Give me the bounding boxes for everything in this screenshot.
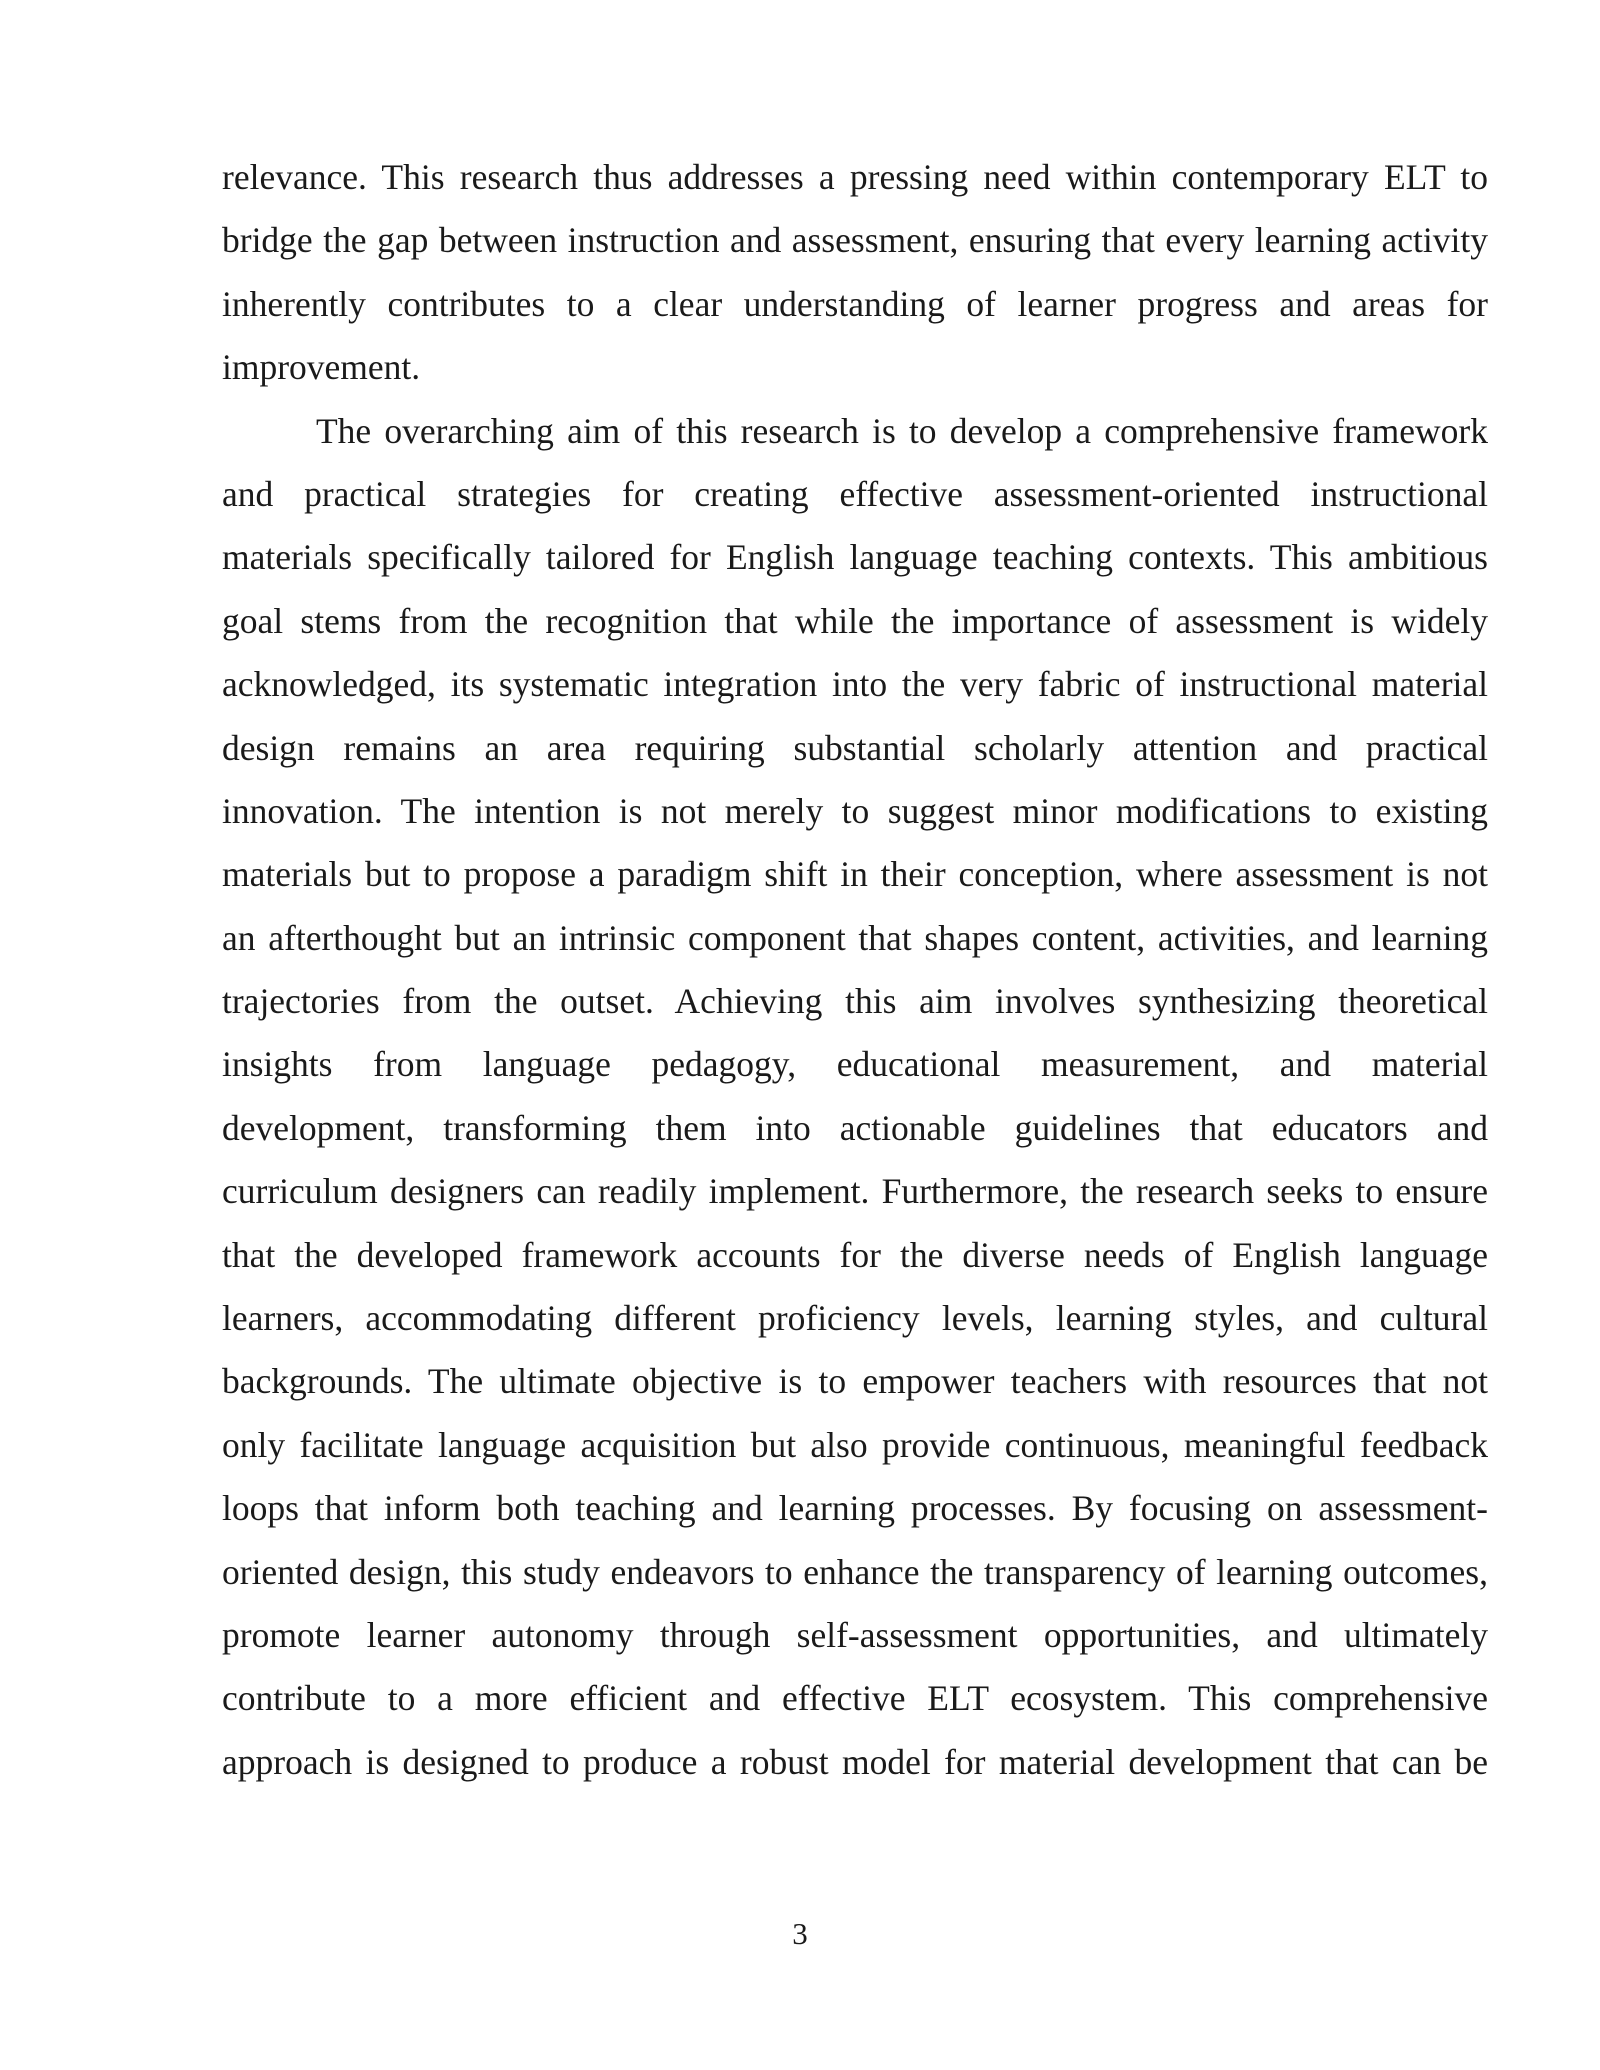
text-line: innovation. The intention is not merely to suggest minor modifications to existing (222, 790, 1488, 831)
text-line: goal stems from the recognition that while the importance of assessment is widely (222, 600, 1488, 641)
text-line: insights from language pedagogy, educational measurement, and material (222, 1044, 1488, 1085)
page-number: 3 (792, 1916, 808, 1951)
text-line: and practical strategies for creating effective assessment-oriented instructional (222, 473, 1488, 514)
text-line: learners, accommodating different proficiency levels, learning styles, and cultural (222, 1298, 1488, 1339)
text-line: relevance. This research thus addresses a pressing need within contemporary ELT to (222, 157, 1488, 197)
text-line: acknowledged, its systematic integration into the very fabric of instructional material (222, 664, 1488, 705)
text-line: improvement. (222, 347, 421, 388)
text-line: oriented design, this study endeavors to enhance the transparency of learning outcomes, (222, 1551, 1488, 1592)
text-line: bridge the gap between instruction and assessment, ensuring that every learning activity (222, 220, 1488, 261)
text-line: an afterthought but an intrinsic component that shapes content, activities, and learning (222, 917, 1488, 958)
text-line: curriculum designers can readily implement. Furthermore, the research seeks to ensure (222, 1171, 1488, 1212)
paragraph-aim (222, 400, 1488, 1795)
text-line: materials specifically tailored for English language teaching contexts. This ambitious (222, 537, 1488, 578)
body-text (222, 146, 1488, 1794)
text-line: design remains an area requiring substantial scholarly attention and practical (222, 727, 1488, 768)
text-line: contribute to a more efficient and effective ELT ecosystem. This comprehensive (222, 1678, 1488, 1719)
text-line: approach is designed to produce a robust model for material development that can be (222, 1741, 1488, 1782)
text-line: development, transforming them into actionable guidelines that educators and (222, 1107, 1488, 1148)
text-line: inherently contributes to a clear understanding of learner progress and areas for (222, 283, 1488, 324)
text-line: promote learner autonomy through self-assessment opportunities, and ultimately (222, 1614, 1488, 1655)
text-line: only facilitate language acquisition but also provide continuous, meaningful feedback (222, 1424, 1488, 1465)
text-line: materials but to propose a paradigm shift in their conception, where assessment is not (222, 854, 1488, 895)
text-line: backgrounds. The ultimate objective is to empower teachers with resources that not (222, 1361, 1488, 1402)
text-line: The overarching aim of this research is to develop a comprehensive framework (316, 410, 1488, 451)
text-line: trajectories from the outset. Achieving this aim involves synthesizing theoretical (222, 981, 1488, 1022)
paragraph-continuation (222, 146, 1488, 400)
text-line: loops that inform both teaching and learning processes. By focusing on assessment- (222, 1488, 1488, 1529)
text-line: that the developed framework accounts for the diverse needs of English language (222, 1234, 1488, 1275)
